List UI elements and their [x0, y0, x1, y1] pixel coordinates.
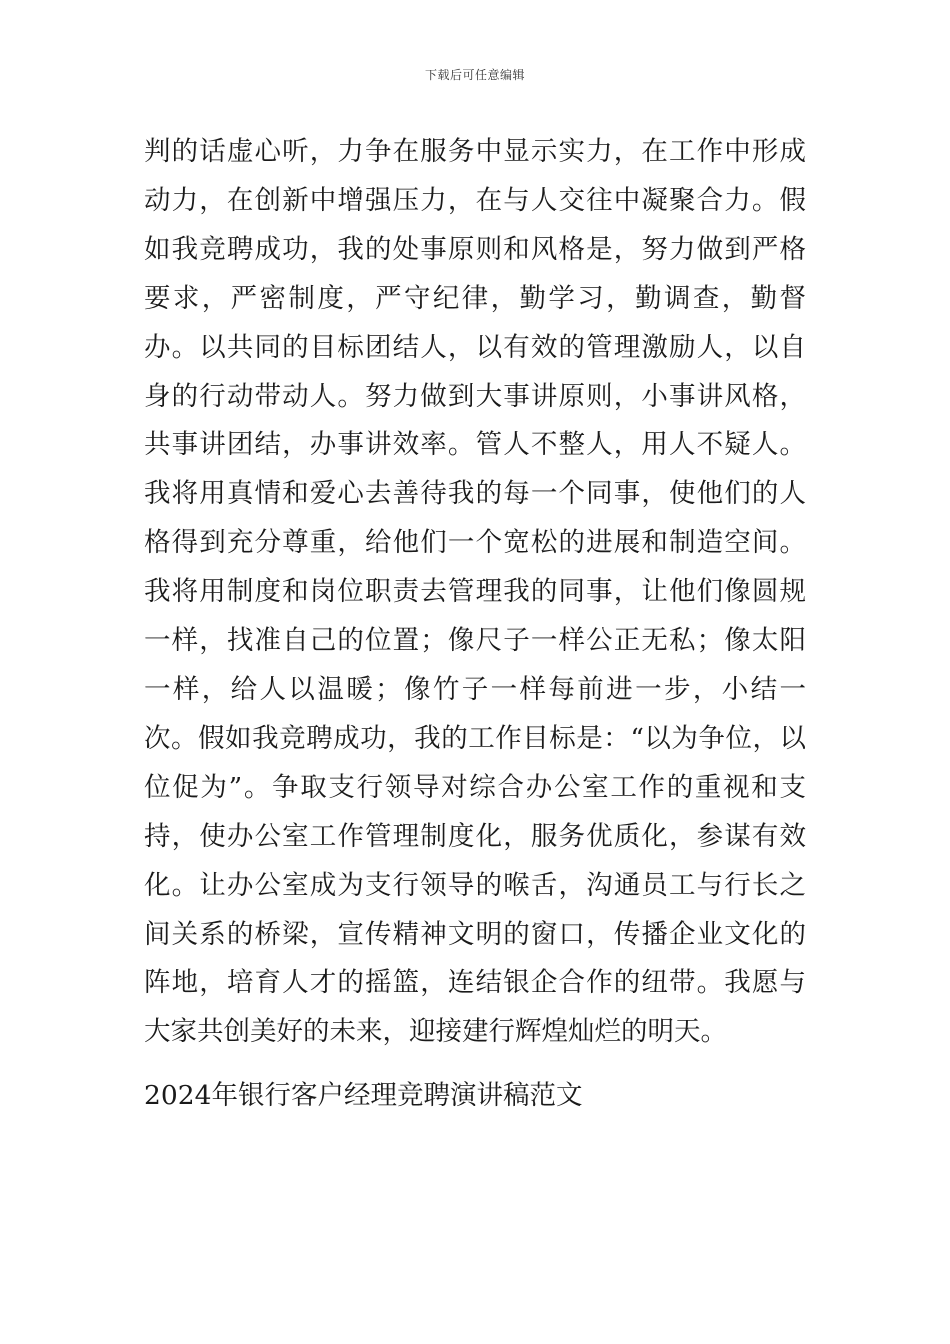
section-title: 2024年银行客户经理竞聘演讲稿范文	[144, 1080, 583, 1111]
header-note: 下载后可任意编辑	[424, 68, 525, 82]
body-paragraph: 判的话虚心听，力争在服务中显示实力，在工作中形成动力，在创新中增强压力，在与人交往中凝聚合力。假如我竞聘成功，我的处事原则和风格是，努力做到严格要求，严密制度，严守纪律，勤学习，勤调查，勤督办。以共同的目标团结人，以有效的管理激励人，以自身的行动带动人。努力做到大事讲原则，小事讲风格，共事讲团结，办事讲效率。管人不整人，用人不疑人。我将用真情和爱心去善待我的每一个同事，使他们的人格得到充分尊重，给他们一个宽松的进展和制造空间。我将用制度和岗位职责去管理我的同事，让他们像圆规一样，找准自己的位置；像尺子一样公正无私；像太阳一样，给人以温暖；像竹子一样每前进一步，小结一次。假如我竞聘成功，我的工作目标是：“以为争位，以位促为”。争取支行领导对综合办公室工作的重视和支持，使办公室工作管理制度化，服务优质化，参谋有效化。让办公室成为支行领导的喉舌，沟通员工与行长之间关系的桥梁，宣传精神文明的窗口，传播企业文化的阵地，培育人才的摇篮，连结银企合作的纽带。我愿与大家共创美好的未来，迎接建行辉煌灿烂的明天。	[144, 136, 806, 1048]
